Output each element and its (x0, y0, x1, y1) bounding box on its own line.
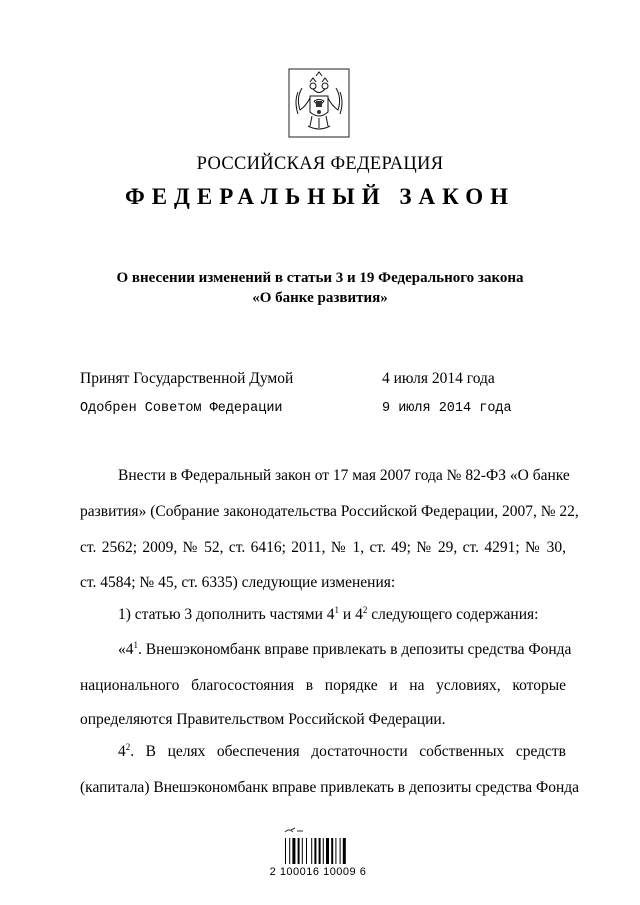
part-4-2-number: 4 (118, 743, 126, 760)
barcode-number: 2 100016 10009 6 (269, 866, 367, 878)
body-line-1: Внести в Федеральный закон от 17 мая 2007 года № 82-ФЗ «О банке (118, 467, 570, 484)
item-1-sup-1: 1 (334, 605, 340, 615)
document-type: ФЕДЕРАЛЬНЫЙ ЗАКОН (124, 184, 516, 209)
duma-adoption-date: 4 июля 2014 года (382, 370, 495, 387)
coat-of-arms-emblem (288, 68, 350, 138)
law-title-line-1: О внесении изменений в статьи 3 и 19 Федерального закона (116, 270, 524, 286)
body-line-2: развития» (Собрание законодательства Российской Федерации, 2007, № 22, (80, 503, 579, 520)
item-1-sup-2: 2 (362, 605, 368, 615)
part-4-1-text: . Внешэкономбанк вправе привлекать в депозиты средства Фонда (138, 641, 572, 658)
item-1-text-a: 1) статью 3 дополнить частями 4 (118, 606, 335, 623)
part-4-1-sup: 1 (133, 640, 138, 650)
item-1-text-b: и 4 (339, 606, 363, 623)
body-line-3: ст. 2562; 2009, № 52, ст. 6416; 2011, № 1, ст. 49; № 29, ст. 4291; № 30, (80, 539, 566, 556)
barcode (281, 826, 361, 866)
item-1 (118, 606, 566, 624)
part-4-2-line-1 (118, 743, 566, 761)
duma-adoption-label: Принят Государственной Думой (80, 370, 294, 387)
part-4-1-line-2: национального благосостояния в порядке и на условиях, которые (80, 677, 566, 694)
body-line-4: ст. 4584; № 45, ст. 6335) следующие изменения: (80, 574, 396, 591)
part-4-2-text: . В целях обеспечения достаточности собственных средств (130, 743, 566, 760)
country-name: РОССИЙСКАЯ ФЕДЕРАЦИЯ (196, 154, 444, 174)
part-4-1-line-1 (118, 640, 572, 659)
part-4-1-number: «4 (118, 641, 134, 658)
part-4-2-sup: 2 (125, 742, 131, 752)
part-4-2-line-2: (капитала) Внешэкономбанк вправе привлекать в депозиты средства Фонда (80, 779, 580, 796)
council-approval-date: 9 июля 2014 года (382, 401, 512, 416)
council-approval-label: Одобрен Советом Федерации (80, 401, 283, 416)
part-4-1-line-3: определяются Правительством Российской Федерации. (80, 711, 446, 728)
item-1-text-c: следующего содержания: (367, 606, 539, 623)
law-title-line-2: «О банке развития» (252, 290, 388, 306)
